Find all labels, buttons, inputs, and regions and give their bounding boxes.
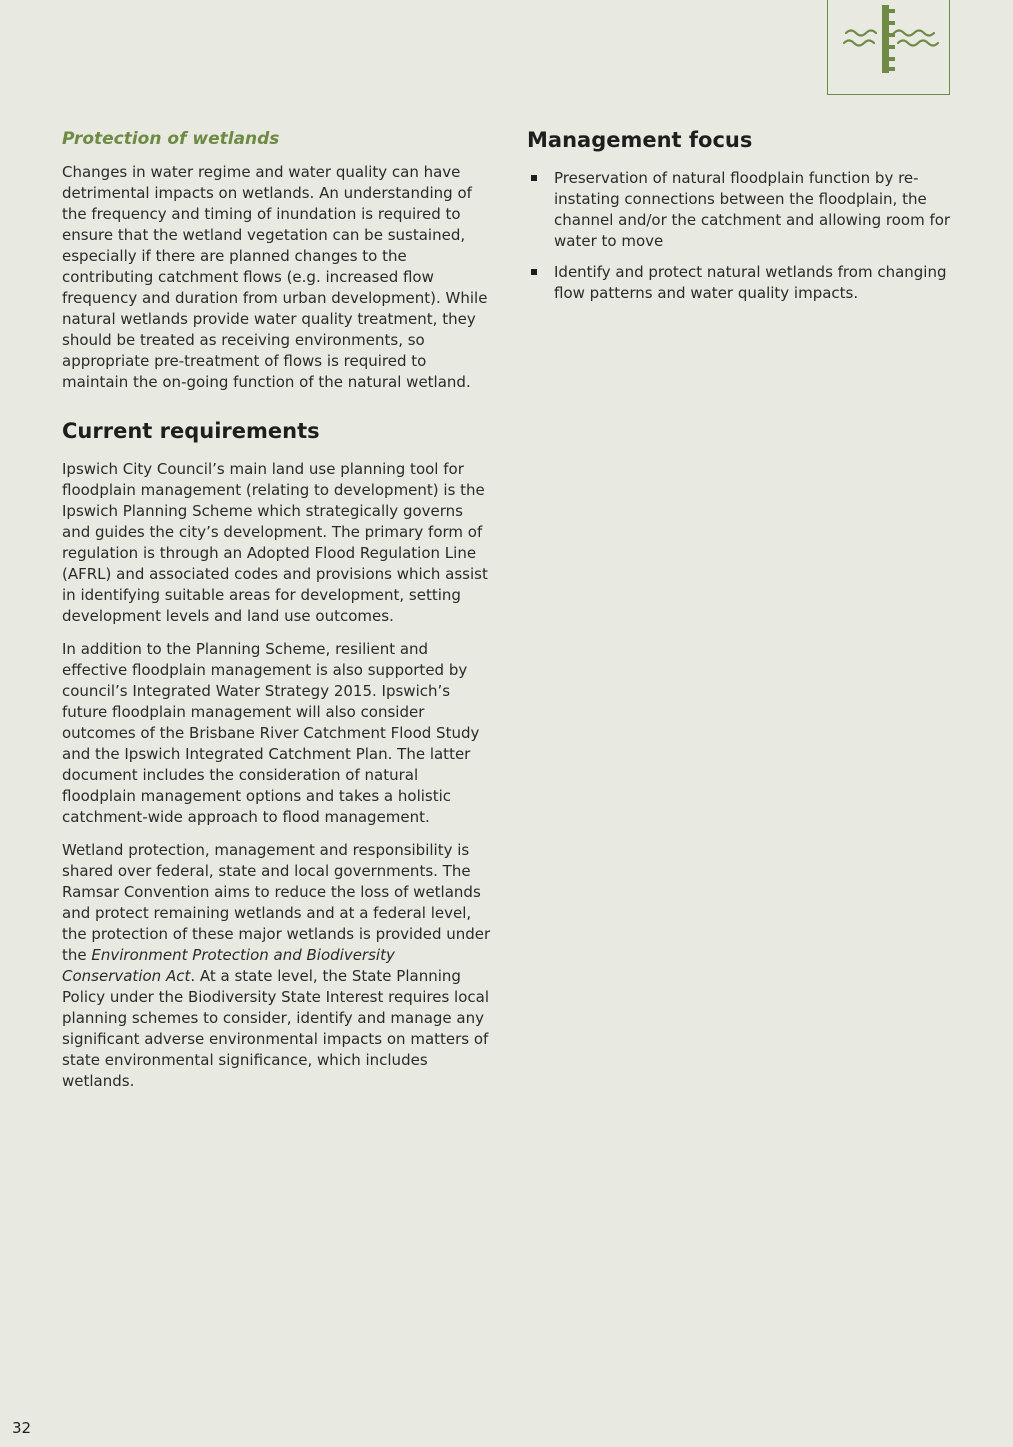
right-column — [527, 126, 952, 314]
paragraph-3-part-a: Wetland protection, management and responsibility is shared over federal, state and local governments. The Ramsar Convention aims to reduce the loss of wetlands and protect remaining wetlands and at a federal level, the protection of these major wetlands is provided under the — [62, 841, 491, 964]
list-item — [527, 262, 952, 304]
list-item — [527, 168, 952, 252]
protection-paragraph: Changes in water regime and water quality can have detrimental impacts on wetlands. An understanding of the frequency and timing of inundation is required to ensure that the wetland vegetation can be sustained, especially if there are planned changes to the contributing catchment flows (e.g. increased flow frequency and duration from urban development). While natural wetlands provide water quality treatment, they should be treated as receiving environments, so appropriate pre-treatment of flows is required to maintain the on-going function of the natural wetland. — [62, 163, 488, 391]
list-item-text: Preservation of natural floodplain function by re-instating connections between the floodplain, the channel and/or the catchment and allowing room for water to move — [554, 169, 951, 250]
flood-gauge-icon — [828, 0, 951, 95]
list-item-text: Identify and protect natural wetlands from changing flow patterns and water quality impacts. — [554, 263, 947, 302]
square-bullet-icon — [531, 175, 537, 181]
current-paragraph-1: Ipswich City Council’s main land use planning tool for floodplain management (relating to development) is the Ipswich Planning Scheme which strategically governs and guides the city’s development. The primary form of regulation is through an Adopted Flood Regulation Line (AFRL) and associated codes and provisions which assist in identifying suitable areas for development, setting development levels and land use outcomes. — [62, 460, 488, 625]
management-focus-list — [527, 168, 952, 304]
current-requirements-heading: Current requirements — [62, 419, 320, 443]
protection-of-wetlands-heading: Protection of wetlands — [62, 129, 280, 149]
epbc-act-title: Environment Protection and Biodiversity Conservation Act — [62, 946, 395, 985]
management-focus-heading: Management focus — [527, 128, 753, 152]
header-icon-box — [827, 0, 950, 95]
left-column — [62, 128, 492, 1104]
paragraph-3-part-b: . At a state level, the State Planning Policy under the Biodiversity State Interest requires local planning schemes to consider, identify and manage any significant adverse environmental impacts on matters of state environmental significance, which includes wetlands. — [62, 967, 490, 1090]
current-paragraph-2: In addition to the Planning Scheme, resilient and effective floodplain management is also supported by council’s Integrated Water Strategy 2015. Ipswich’s future floodplain management will also consider outcomes of the Brisbane River Catchment Flood Study and the Ipswich Integrated Catchment Plan. The latter document includes the consideration of natural floodplain management options and takes a holistic catchment-wide approach to flood management. — [62, 640, 480, 826]
page-number: 32 — [12, 1419, 32, 1437]
square-bullet-icon — [531, 269, 537, 275]
current-paragraph-3 — [62, 840, 492, 1092]
